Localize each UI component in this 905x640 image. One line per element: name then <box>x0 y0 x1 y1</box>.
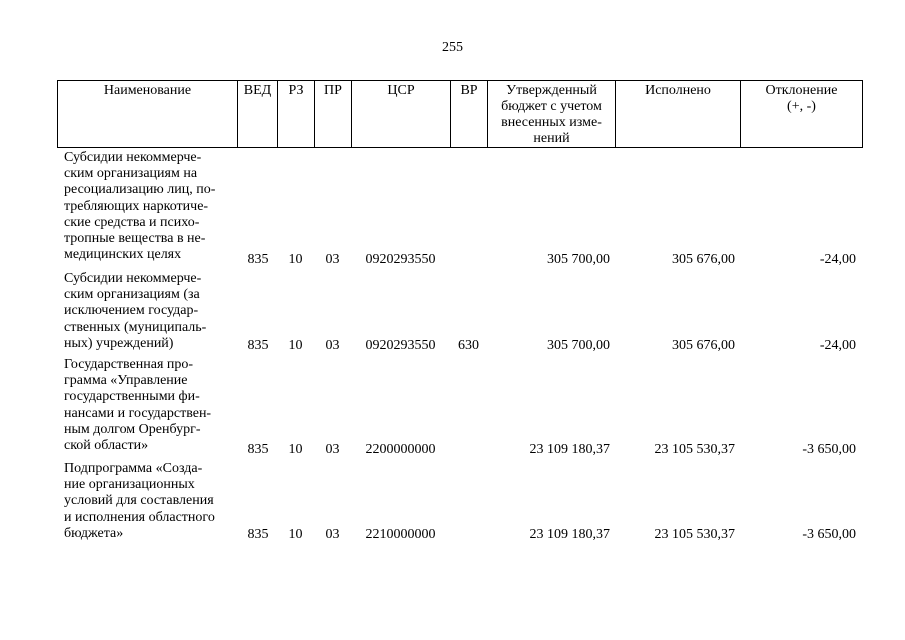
header-deviation: Отклонение (+, -) <box>765 83 838 114</box>
row-deviation: -3 650,00 <box>802 527 856 542</box>
row-approved: 305 700,00 <box>547 338 610 353</box>
row-rz: 10 <box>288 252 303 267</box>
row-ved: 835 <box>247 252 269 267</box>
row-rz: 10 <box>288 338 303 353</box>
header-name: Наименование <box>58 81 238 147</box>
row-name: Государственная про- грамма «Управление государственными фи- нансами и государствен- ным долгом Оренбург- ской области» <box>64 357 212 454</box>
header-csr: ЦСР <box>352 81 451 147</box>
header-vr: ВР <box>451 81 488 147</box>
row-pr: 03 <box>325 338 340 353</box>
header-executed: Исполнено <box>616 81 741 147</box>
row-csr: 2210000000 <box>365 527 436 542</box>
row-executed: 23 105 530,37 <box>654 527 735 542</box>
header-approved: Утвержденный бюджет с учетом внесенных изме- нений <box>488 81 616 147</box>
row-deviation: -3 650,00 <box>802 442 856 457</box>
row-rz: 10 <box>288 527 303 542</box>
table-header <box>57 80 863 148</box>
header-ved: ВЕД <box>238 81 278 147</box>
row-name: Субсидии некоммерче- ским организациям (за исключением государ- ственных (муниципаль- ных) учреждений) <box>64 271 207 351</box>
row-executed: 305 676,00 <box>672 338 735 353</box>
row-approved: 305 700,00 <box>547 252 610 267</box>
row-executed: 305 676,00 <box>672 252 735 267</box>
row-pr: 03 <box>325 442 340 457</box>
header-rz: РЗ <box>278 81 315 147</box>
row-csr: 0920293550 <box>365 252 436 267</box>
row-name: Подпрограмма «Созда- ние организационных условий для составления и исполнения областного бюджета» <box>64 461 215 541</box>
row-deviation: -24,00 <box>819 338 856 353</box>
row-vr: 630 <box>458 338 479 353</box>
row-approved: 23 109 180,37 <box>529 442 610 457</box>
header-pr: ПР <box>315 81 352 147</box>
row-ved: 835 <box>247 338 269 353</box>
row-csr: 0920293550 <box>365 338 436 353</box>
page-number: 255 <box>442 40 463 55</box>
row-ved: 835 <box>247 527 269 542</box>
row-rz: 10 <box>288 442 303 457</box>
row-approved: 23 109 180,37 <box>529 527 610 542</box>
row-csr: 2200000000 <box>365 442 436 457</box>
row-pr: 03 <box>325 527 340 542</box>
row-name: Субсидии некоммерче- ским организациям на ресоциализацию лиц, по- требляющих наркотиче- ские средства и психо- тропные вещества в не- медицинских целях <box>64 150 216 263</box>
row-pr: 03 <box>325 252 340 267</box>
row-deviation: -24,00 <box>819 252 856 267</box>
row-executed: 23 105 530,37 <box>654 442 735 457</box>
row-ved: 835 <box>247 442 269 457</box>
